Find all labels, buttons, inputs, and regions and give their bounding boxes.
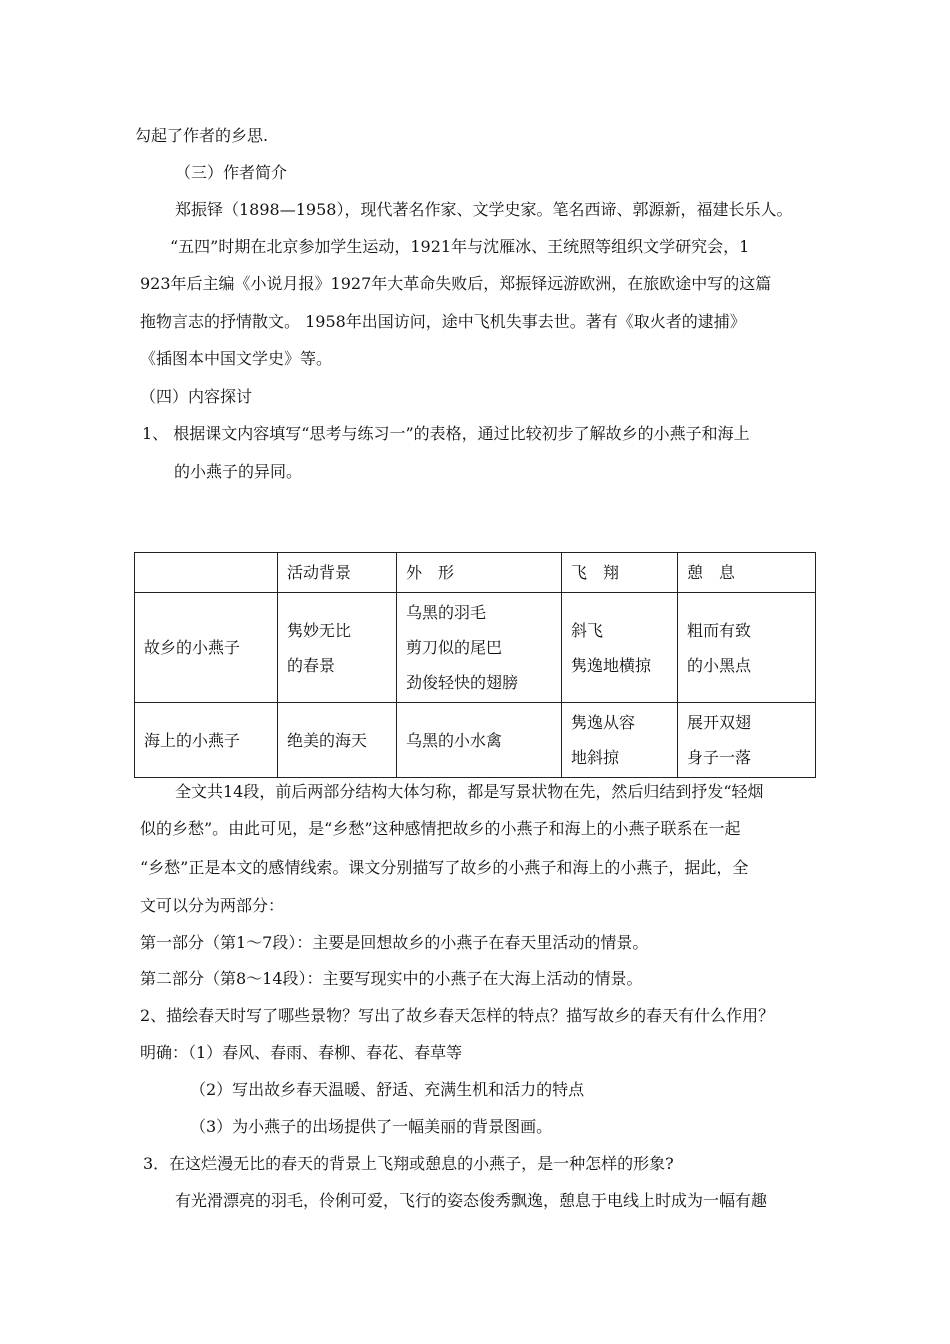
comparison-table [134,552,816,778]
table-header-row [135,553,816,593]
table-cell [678,593,816,703]
cell-text: 隽逸从容 [571,713,636,732]
author-line: 《插图本中国文学史》等。 [140,349,333,368]
part-one: 第一部分（第1～7段）：主要是回想故乡的小燕子在春天里活动的情景。 [140,933,649,952]
answer-2-1: 明确：（1）春风、春雨、春柳、春花、春草等 [140,1043,463,1062]
author-line: 923年后主编《小说月报》1927年大革命失败后，郑振铎远游欧洲，在旅欧途中写的这篇 [140,274,772,293]
analysis-line: 文可以分为两部分： [140,896,285,915]
table-header-cell: 憩 息 [678,553,816,593]
question-1-cont: 的小燕子的异同。 [174,462,303,481]
answer-2-3: （3）为小燕子的出场提供了一幅美丽的背景图画。 [190,1117,553,1136]
author-line: “五四”时期在北京参加学生运动，1921年与沈雁冰、王统照等组织文学研究会，1 [170,237,750,256]
table-cell [397,593,562,703]
cell-text: 隽妙无比 [287,620,352,640]
table-row [135,703,816,778]
cell-text: 剪刀似的尾巴 [406,638,503,657]
table-row [135,593,816,703]
part-two: 第二部分（第8～14段）：主要写现实中的小燕子在大海上活动的情景。 [140,969,643,988]
section-heading-author: （三）作者简介 [175,163,288,182]
table-header-cell: 外 形 [397,553,562,593]
cell-text: 绝美的海天 [287,730,368,750]
answer-3: 有光滑漂亮的羽毛，伶俐可爱，飞行的姿态俊秀飘逸，憩息于电线上时成为一幅有趣 [175,1191,768,1210]
paragraph-line: 勾起了作者的乡思. [135,126,269,145]
cell-text: 展开双翅 [687,713,752,732]
answer-2-2: （2）写出故乡春天温暖、舒适、充满生机和活力的特点 [190,1080,585,1099]
question-2: 2、描绘春天时写了哪些景物？写出了故乡春天怎样的特点？描写故乡的春天有什么作用？ [140,1006,775,1025]
question-1: 1、 根据课文内容填写“思考与练习一”的表格，通过比较初步了解故乡的小燕子和海上 [142,424,750,443]
table-cell [278,703,397,778]
table-row-label: 故乡的小燕子 [135,593,278,703]
table-header-cell [135,553,278,593]
cell-text: 乌黑的小水禽 [406,730,503,750]
analysis-line: 全文共14段，前后两部分结构大体匀称，都是写景状物在先，然后归结到抒发“轻烟 [175,782,764,801]
cell-text: 的小黑点 [687,655,752,675]
table-cell [397,703,562,778]
table-cell [562,703,678,778]
author-line: 拖物言志的抒情散文。 1958年出国访问，途中飞机失事去世。著有《取火者的逮捕》 [140,312,746,331]
table-cell [278,593,397,703]
cell-text: 粗而有致 [687,620,752,640]
table-header-cell: 飞 翔 [562,553,678,593]
cell-text: 劲俊轻快的翅膀 [406,673,519,692]
analysis-line: 似的乡愁”。由此可见，是“乡愁”这种感情把故乡的小燕子和海上的小燕子联系在一起 [140,819,741,838]
author-line: 郑振铎（1898—1958），现代著名作家、文学史家。笔名西谛、郭源新，福建长乐人。 [175,200,793,219]
cell-text: 地斜掠 [571,748,620,767]
table-row-label: 海上的小燕子 [135,703,278,778]
question-3: 3．在这烂漫无比的春天的背景上飞翔或憩息的小燕子，是一种怎样的形象? [143,1154,674,1173]
table-cell [678,703,816,778]
table-cell [562,593,678,703]
cell-text: 的春景 [287,655,336,675]
cell-text: 隽逸地横掠 [571,655,652,675]
cell-text: 斜飞 [571,620,604,640]
analysis-line: “乡愁”正是本文的感情线索。课文分别描写了故乡的小燕子和海上的小燕子，据此，全 [140,858,749,877]
section-heading-content: （四）内容探讨 [140,387,253,406]
cell-text: 身子一落 [687,748,752,767]
cell-text: 乌黑的羽毛 [406,603,487,622]
table-header-cell: 活动背景 [278,553,397,593]
